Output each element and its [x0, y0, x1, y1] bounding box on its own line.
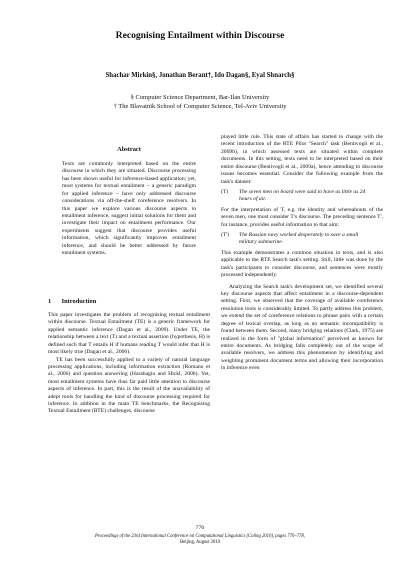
- right-paragraph-1: played little role. This state of affairs has started to change with the recent introduction of the RTE Pilot "Search" task (Bentivogli et al., 2009b), in which assessed texts are situated within complete documents. In this setting, texts need to be interpreted based on their entire discourse (Bentivogli et al., 2009a), hence attending to discourse issues becomes essential. Consider the following example from the task's dataset:: [221, 134, 383, 185]
- author-list: Shachar Mirkin§, Jonathan Berant†, Ido Dagan§, Eyal Shnarch§: [105, 72, 295, 79]
- intro-paragraph-2: TE has been successfully applied to a variety of natural language processing applications, including information extraction (Romano et al., 2006) and question answering (Harabagiu and Hickl, 2006). Yet, most entailment systems have thus far paid little attention to discourse aspects of inference. In part, this is the result of the unavailability of adept tools for handling the kind of discourse processing required for inference. In addition in the main TE benchmarks, the Recognising Textual Entailment (RTE) challenges, discourse: [48, 356, 210, 415]
- example-t-tag: (T): [221, 188, 229, 195]
- abstract-heading: Abstract: [117, 146, 141, 153]
- proceedings-footer: [0, 534, 400, 546]
- footer-line-2: Beijing, August 2010: [180, 540, 220, 545]
- example-t-prime: [221, 232, 383, 247]
- footer-line-1: Proceedings of the 23rd International Conference on Computational Linguistics (Coling 2010), pages 770–778,: [95, 534, 305, 539]
- section-heading: [48, 298, 210, 305]
- left-column-body: [48, 312, 210, 416]
- affiliation-1: § Computer Science Department, Bar-Ilan University: [130, 94, 270, 101]
- abstract-paragraph: Texts are commonly interpreted based on the entire discourse in which they are situated. Discourse processing has been shown useful for inference-based application; yet, most systems for textual entailment – a generic paradigm for applied inference – have only addressed discourse considerations via off-the-shelf coreference resolvers. In this paper we explore various discourse aspects in entailment inference, suggest initial solutions for them and investigate their impact on entailment performance. Our experiments suggest that discourse provides useful information, which significantly improves entailment inference, and should be better addressed by future entailment systems.: [62, 161, 196, 257]
- section-title: Introduction: [61, 298, 97, 305]
- intro-paragraph-1: This paper investigates the problem of recognising textual entailment within discourse. Textual Entailment (TE) is a generic framework for applied semantic inference (Dagan et al., 2009). Under TE, the relationship between a text (T) and a textual assertion (hypothesis, H) is defined such that T entails H if humans reading T would infer that H is most likely true (Dagan et al., 2006).: [48, 312, 210, 356]
- right-paragraph-4: Analyzing the Search task's development set, we identified several key discourse aspects that affect entailment in a discourse-dependent setting. First, we observed that the coverage of available coreference resolution tools is considerably limited. To partly address this problem, we extend the set of coreference relations to phrase pairs with a certain degree of lexical overlap, as long as no semantic incompatibility is found between them. Second, many bridging relations (Clark, 1975) are realized in the form of "global information" perceived as known for entire documents. As bridging falls completely out of the scope of available resolvers, we address this phenomenon by identifying and weighting prominent document terms and allowing their incorporation in inference even: [221, 283, 383, 372]
- abstract-text: [62, 161, 196, 257]
- right-paragraph-2: For the interpretation of T, e.g. the identity and whereabouts of the seven men, one must consider T's discourse. The preceding sentence T', for instance, provides useful information to that aim:: [221, 206, 383, 228]
- paper-title: Recognising Entailment within Discourse: [115, 30, 285, 41]
- page-number: 770: [195, 525, 205, 531]
- right-paragraph-3: This example demonstrates a common situation in texts, and is also applicable to the RTE Search task's setting. Still, little was done by the task's participants to consider discourse, and sentences were mostly processed independently.: [221, 249, 383, 279]
- example-t: [221, 189, 383, 204]
- example-t-prime-text: The Russian navy worked desperately to save a small military submarine.: [239, 232, 359, 246]
- example-t-text: The seven men on board were said to have as little as 24 hours of air.: [239, 188, 366, 203]
- section-number: 1: [48, 298, 52, 305]
- right-column-body: [221, 134, 383, 373]
- affiliation-2: † The Blavatnik School of Computer Science, Tel-Aviv University: [113, 103, 287, 110]
- example-t-prime-tag: (T'): [221, 232, 230, 239]
